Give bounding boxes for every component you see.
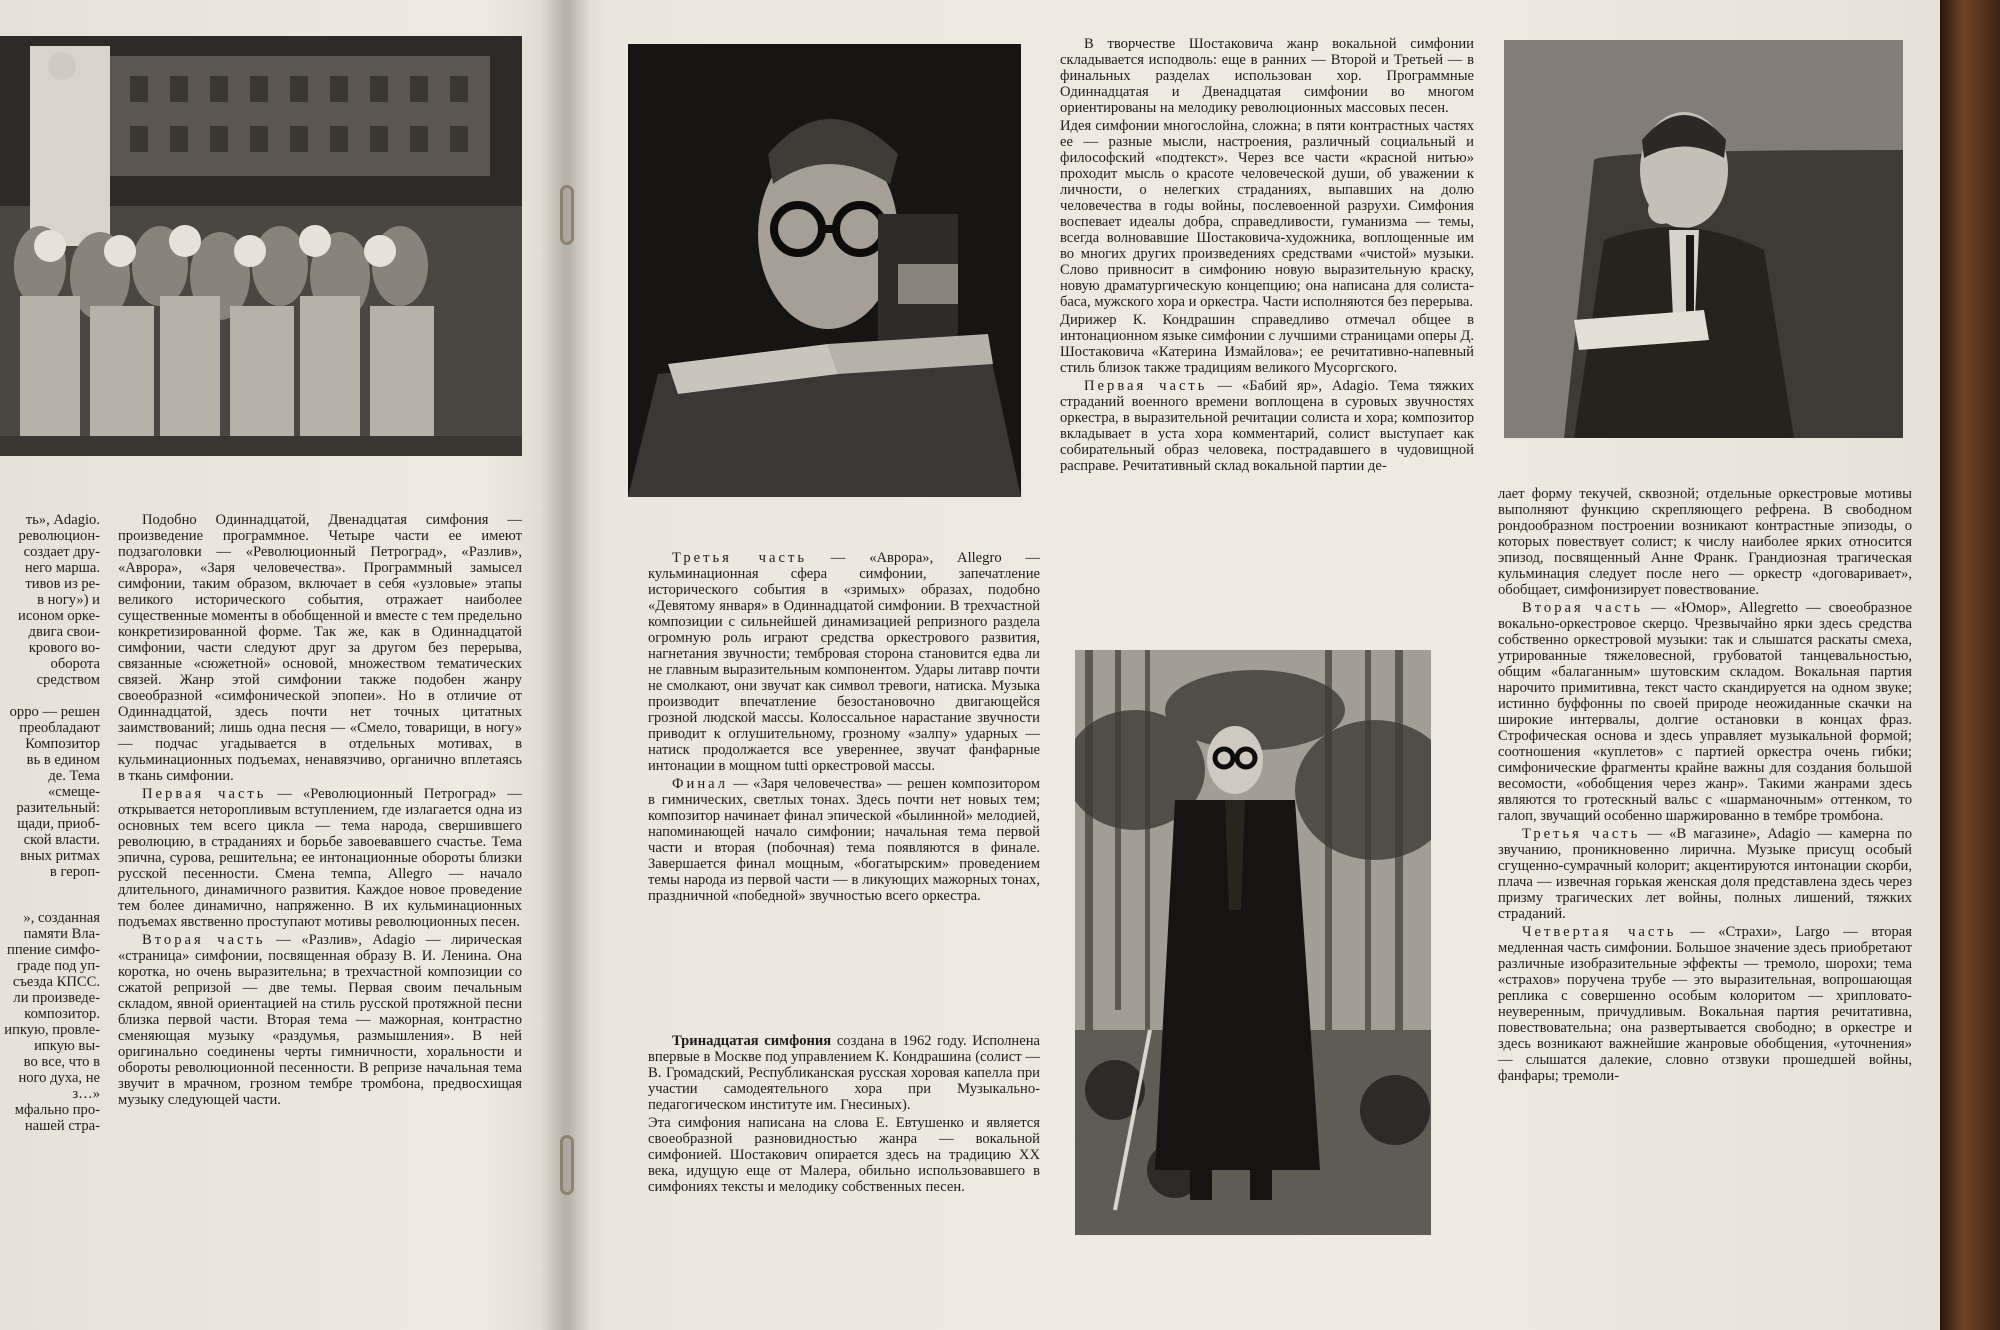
paragraph: Идея симфонии многослойна, сложна; в пяти контрастных частях ее — разные мысли, настроения, различный социальный и философский «подтекст». Через все части «красной нитью» проходит мысль о красоте человеческой души, об уважении к личности, о нелегких страданиях, выпавших на долю человечества в годы войны, послевоенной разрухи. Симфония воспевает идеалы добра, справедливости, гуманизма — темы, всегда волновавшие Шостаковича-художника, воплощенные им во многих других произведениях средствами «чистой» музыки. Слово привносит в симфонию новую выразительную краску, новую драматургическую концепцию; она написана для солиста-баса, мужского хора и оркестра. Части исполняются без перерыва. [1060, 118, 1474, 310]
left-line: ного духа, не [18, 1070, 100, 1086]
left-line: разительный: [16, 800, 100, 816]
left-line: граде под уп- [16, 958, 100, 974]
staple-bottom [560, 1135, 574, 1195]
paragraph: Финал — «Заря человечества» — решен композитором в гимнических, светлых тонах. Здесь почти нет новых тем; композитор начинает финал эпической «былинной» мелодией, напоминающей начало симфонии; начальная тема первой части и вторая (побочная) тема появляются в финале. Завершается финал мощным, «богатырским» проведением темы народа из первой части — в ликующих мажорных тонах, праздничной «победной» звучностью всего оркестра. [648, 776, 1040, 904]
left-line: ппение симфо- [7, 942, 100, 958]
left-line: Композитор [25, 736, 100, 752]
paragraph: Четвертая часть — «Страхи», Largo — вторая медленная часть симфонии. Большое значение здесь приобретают различные изобразительные эффекты — тремоло, шорохи; тема «страхов» поручена трубе — это выразительная, вопрошающая реплика с совершенно особым колоритом — хрипловато-неуверенным, причудливым. Вокальная партия речитативна, повествовательна; она развертывается свободно; в оркестре и здесь возникают важнейшие жанровые обобщения, «уточнения» — слышатся далекие, словно отзвуки прошедшей войны, фанфары; тремоли- [1498, 924, 1912, 1084]
left-line: вь в едином [26, 752, 100, 768]
column-symphony-13-idea [1060, 36, 1474, 476]
left-line: композитор. [24, 1006, 100, 1022]
photo-parade [0, 36, 522, 456]
left-line: средством [36, 672, 100, 688]
paragraph: Первая часть — «Бабий яр», Adagio. Тема тяжких страданий военного времени воплощена в суровых звучностях оркестра, в выразительной речитации солиста и хора; композитор вкладывает в уста хора комментарий, солист выступает как собирательный образ человека, пострадавшего в чудовищной расправе. Речитативный склад вокальной партии де- [1060, 378, 1475, 474]
column-symphony-12-intro [118, 512, 522, 1110]
staple-top [560, 185, 574, 245]
left-line: создает дру- [23, 544, 100, 560]
left-line: двига свои- [28, 624, 100, 640]
left-line: памяти Вла- [23, 926, 100, 942]
part-heading: Третья часть [672, 550, 808, 566]
left-column [0, 512, 100, 1134]
paragraph: В творчестве Шостаковича жанр вокальной симфонии складывается исподволь: еще в ранних — Второй и Третьей — в финальных разделах использован хор. Программные Одиннадцатая и Двенадцатая симфонии во многом ориентированы на мелодику революционных массовых песен. [1060, 36, 1474, 116]
paragraph: лает форму текучей, сквозной; отдельные оркестровые мотивы выполняют функцию скрепляющего рефрена. В свободном рондообразном построении возникают контрастные эпизоды, о которых повествует солист; к числу наиболее ярких относится эпизод, посвященный Анне Франк. Грандиозная трагическая кульминация следует после него — оркестр «договаривает», обобщает, симфонизирует повествование. [1498, 486, 1912, 598]
paragraph: Тринадцатая симфония создана в 1962 году. Исполнена впервые в Москве под управлением К. Кондрашина (солист — В. Громадский, Республиканская русская хоровая капелла при участии самодеятельного хора при Музыкально-педагогическом институте им. Гнесиных). [648, 1033, 1040, 1113]
left-line: оборота [50, 656, 100, 672]
paragraph: Эта симфония написана на слова Е. Евтушенко и является своеобразной разновидностью жанра — вокальной симфонией. Шостакович опирается здесь на традицию XX века, идущую еще от Малера, обильно использовавшего в симфониях тексты и мелодику собственных песен. [648, 1115, 1040, 1195]
part-heading: Четвертая часть [1522, 924, 1677, 940]
left-line: нашей стра- [24, 1118, 100, 1134]
table-edge [1940, 0, 2000, 1330]
left-line: ской власти. [23, 832, 100, 848]
left-line: орро — решен [9, 704, 100, 720]
paragraph: Вторая часть — «Юмор», Allegretto — своеобразное вокально-оркестровое скерцо. Чрезвычайно ярки здесь средства собственно оркестровой музыки: так и слышатся раскаты смеха, утрированные тяжеловесной, грубоватой танцевальностью, общим «балаганным» шутовским складом. Вокальная партия нарочито примитивна, текст часто скандируется на одном звуке; истинно буффонны по своей природе неожиданные скачки на широкие интервалы, долгие остановки в концах фраз. Строфическая основа и здесь управляет музыкальной формой; соотношения «куплетов» с партией оркестра очень гибки; симфонические фрагменты крайне важны для создания большой весомости, «обобщения через жанр». Такими жанрами здесь являются то гротескный вальс с «шарманочным» оттенком, то галоп, звучащий особенно шаржированно в тембре тромбона. [1498, 600, 1912, 824]
left-line: ипкую, провле- [4, 1022, 100, 1038]
left-line: вных ритмах [20, 848, 100, 864]
left-line: щади, приоб- [17, 816, 100, 832]
part-heading: Первая часть [1084, 378, 1208, 394]
left-line: », созданная [23, 910, 100, 926]
left-line: мфально про- [14, 1102, 100, 1118]
left-line: съезда КПСС. [12, 974, 100, 990]
left-line: ть», Adagio. [25, 512, 100, 528]
left-line: ипкую вы- [34, 1038, 100, 1054]
photo-seated-man [1504, 40, 1903, 438]
left-line: исоном орке- [18, 608, 100, 624]
part-heading: Вторая часть [1522, 600, 1644, 616]
left-line: в ногу») и [37, 592, 100, 608]
part-heading: Третья часть [1522, 826, 1641, 842]
column-symphony-12-end [648, 550, 1040, 906]
left-line: преобладают [19, 720, 100, 736]
paragraph: Третья часть — «В магазине», Adagio — камерна по звучанию, проникновенно лирична. Музыке присущ особый сгущенно-сумрачный колорит; акцентируются интонации скорби, плача — извечная горькая женская доля представлена здесь через призму трагических лет войны, полных лишений, тяжких страданий. [1498, 826, 1912, 922]
paragraph: Вторая часть — «Разлив», Adagio — лирическая «страница» симфонии, посвященная образу В. И. Ленина. Она коротка, но очень выразительна; в трехчастной композиции со сжатой репризой — две темы. Первая своим печальным складом, явной ориентацией на стиль русской протяжной песни близка первой части. Вторая тема — мажорная, контрастно сменяющая музыку «раздумья, размышления». В ней оригинально соединены черты гимничности, хоральности и обороты революционной песенности. В репризе начальная тема звучит в мрачном, грозном тембре тромбона, предвосхищая музыку следующей части. [118, 932, 522, 1108]
bold-title: Тринадцатая симфония [672, 1033, 832, 1049]
photo-shostakovich-reading [628, 44, 1021, 497]
left-line: во все, что в [23, 1054, 100, 1070]
part-heading: Финал [672, 776, 729, 792]
left-line: в героп- [49, 864, 100, 880]
part-heading: Первая часть [142, 786, 267, 802]
part-heading: Вторая часть [142, 932, 266, 948]
left-line: революцион- [18, 528, 100, 544]
paragraph: Первая часть — «Революционный Петроград» — открывается неторопливым вступлением, где излагается одна из основных тем всего цикла — тема народа, свершившего революцию, в страданиях и борьбе завоевавшего счастье. Тема эпична, сурова, решительна; ее интонационные обороты близки русской песенности. Смена темпа, Allegro — начало длительного, динамичного развития. Каждое новое проведение тем более динамично, напряженно. В их кульминационных подъемах явственно проступают мотивы революционных песен. [118, 786, 522, 930]
column-symphony-13-intro [648, 1033, 1040, 1197]
left-line: него марша. [24, 560, 100, 576]
paragraph: Дирижер К. Кондрашин справедливо отмечал общее в интонационном языке симфонии с лучшими страницами оперы Д. Шостаковича «Катерина Измайлова»; ее речитативно-напевный стиль близок также традициям великого Мусоргского. [1060, 312, 1474, 376]
paragraph: Третья часть — «Аврора», Allegro — кульминационная сфера симфонии, запечатление исторического события в «зримых» образах, подобно «Девятому января» в Одиннадцатой симфонии. В трехчастной композиции с сильнейшей динамизацией репризного раздела огромную роль играют средства оркестрового развития, нагнетания звучности; тембровая сторона становится едва ли не главным выразительным компонентом. Удары литавр почти не смолкают, они звучат как символ тревоги, натиска. Музыка производит впечатление безостановочно двигающейся грозной людской массы. Колоссальное нарастание звучности приводит к оглушительному, грозному «залпу» ударных — натиск продолжается все увереннее, звучат фанфарные интонации в мощном tutti оркестровой массы. [648, 550, 1041, 774]
column-symphony-13-parts [1498, 486, 1912, 1086]
left-line: з…» [72, 1086, 100, 1102]
left-line: ли произведе- [13, 990, 100, 1006]
left-line: тивов из ре- [25, 576, 100, 592]
left-line: де. Тема [48, 768, 100, 784]
photo-shostakovich-forest [1075, 650, 1431, 1235]
left-line: «смеще- [47, 784, 100, 800]
paragraph: Подобно Одиннадцатой, Двенадцатая симфония — произведение программное. Четыре части ее имеют подзаголовки — «Революционный Петроград», «Разлив», «Аврора», «Заря человечества». Программный замысел симфонии, таким образом, включает в себя «узловые» этапы великого исторического события, отражает наиболее существенные моменты в обобщенной и вместе с тем предельно конкретизированной форме. Так же, как в Одиннадцатой симфонии, части следуют друг за другом без перерыва, связанные «сюжетной» основой, множеством тематических связей. Жанр этой симфонии также подобен жанру своеобразной «симфонической эпопеи». Но в отличие от Одиннадцатой, здесь почти нет точных цитатных заимствований; лишь одна песня — «Смело, товарищи, в ногу» — подчас угадывается в отдельных мотивах, в кульминационных подъемах, ненавязчиво, органично вплетаясь в ткань симфонии. [118, 512, 522, 784]
left-line: крового во- [28, 640, 100, 656]
